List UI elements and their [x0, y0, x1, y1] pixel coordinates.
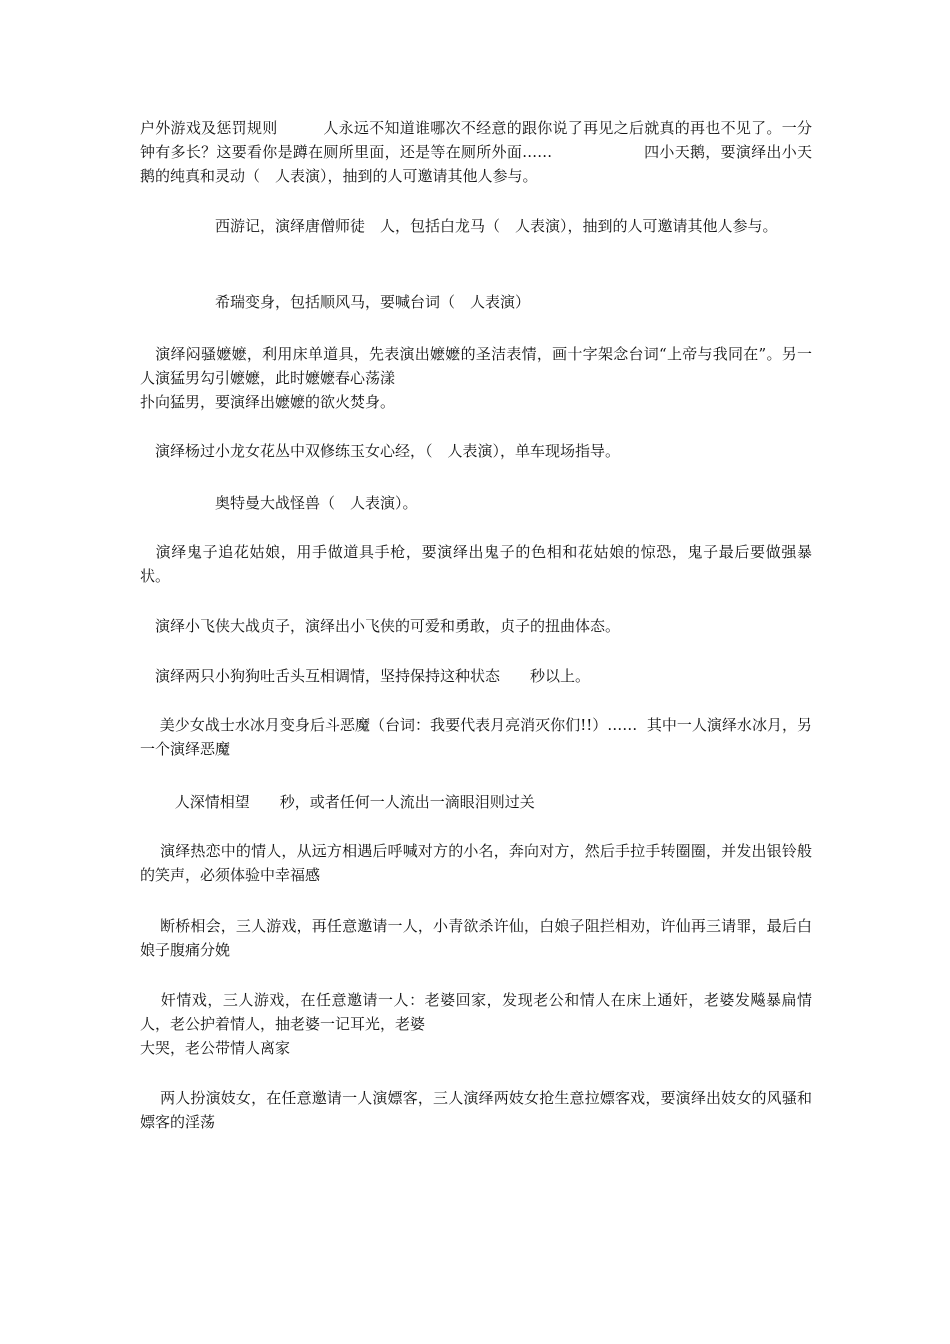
paragraph-5: 演绎杨过小龙女花丛中双修练玉女心经，（ 人表演），单车现场指导。 — [140, 442, 621, 460]
paragraph-14: 奸情戏，三人游戏，在任意邀请一人：老婆回家，发现老公和情人在床上通奸，老婆发飚暴扁情人，老公护着情人，抽老婆一记耳光，老婆 大哭，老公带情人离家 — [140, 991, 812, 1057]
paragraph-8: 演绎小飞侠大战贞子，演绎出小飞侠的可爱和勇敢，贞子的扭曲体态。 — [140, 617, 621, 635]
paragraph-10: 美少女战士水冰月变身后斗恶魔（台词：我要代表月亮消灭你们!!）…… 其中一人演绎水冰月，另一个演绎恶魔 — [140, 716, 812, 758]
paragraph-13: 断桥相会，三人游戏，再任意邀请一人，小青欲杀许仙，白娘子阻拦相劝，许仙再三请罪，最后白娘子腹痛分娩 — [140, 917, 812, 959]
paragraph-12: 演绎热恋中的情人，从远方相遇后呼喊对方的小名，奔向对方，然后手拉手转圈圈，并发出银铃般的笑声，必须体验中幸福感 — [140, 842, 812, 884]
paragraph-9: 演绎两只小狗狗吐舌头互相调情，坚持保持这种状态 秒以上。 — [140, 667, 591, 685]
paragraph-11: 人深情相望 秒，或者任何一人流出一滴眼泪则过关 — [140, 793, 535, 811]
paragraph-3: 希瑞变身，包括顺风马，要喊台词（ 人表演） — [140, 293, 531, 311]
paragraph-2: 西游记，演绎唐僧师徒 人，包括白龙马（ 人表演），抽到的人可邀请其他人参与。 — [140, 217, 778, 235]
paragraph-1: 户外游戏及惩罚规则 人永远不知道谁哪次不经意的跟你说了再见之后就真的再也不见了。一分钟有多长？这要看你是蹲在厕所里面，还是等在厕所外面…… 四小天鹅，要演绎出小天鹅的纯真和灵动（ 人表演），抽到的人可邀请其他人参与。 — [140, 119, 812, 185]
paragraph-6: 奥特曼大战怪兽（ 人表演）。 — [140, 494, 418, 512]
paragraph-4: 演绎闷骚嬷嬷，利用床单道具，先表演出嬷嬷的圣洁表情，画十字架念台词“上帝与我同在”。另一人演猛男勾引嬷嬷，此时嬷嬷春心荡漾 扑向猛男，要演绎出嬷嬷的欲火焚身。 — [140, 345, 812, 411]
paragraph-7: 演绎鬼子追花姑娘，用手做道具手枪，要演绎出鬼子的色相和花姑娘的惊恐，鬼子最后要做强暴状。 — [140, 543, 812, 585]
paragraph-15: 两人扮演妓女，在任意邀请一人演嫖客，三人演绎两妓女抢生意拉嫖客戏，要演绎出妓女的风骚和嫖客的淫荡 — [140, 1089, 812, 1131]
